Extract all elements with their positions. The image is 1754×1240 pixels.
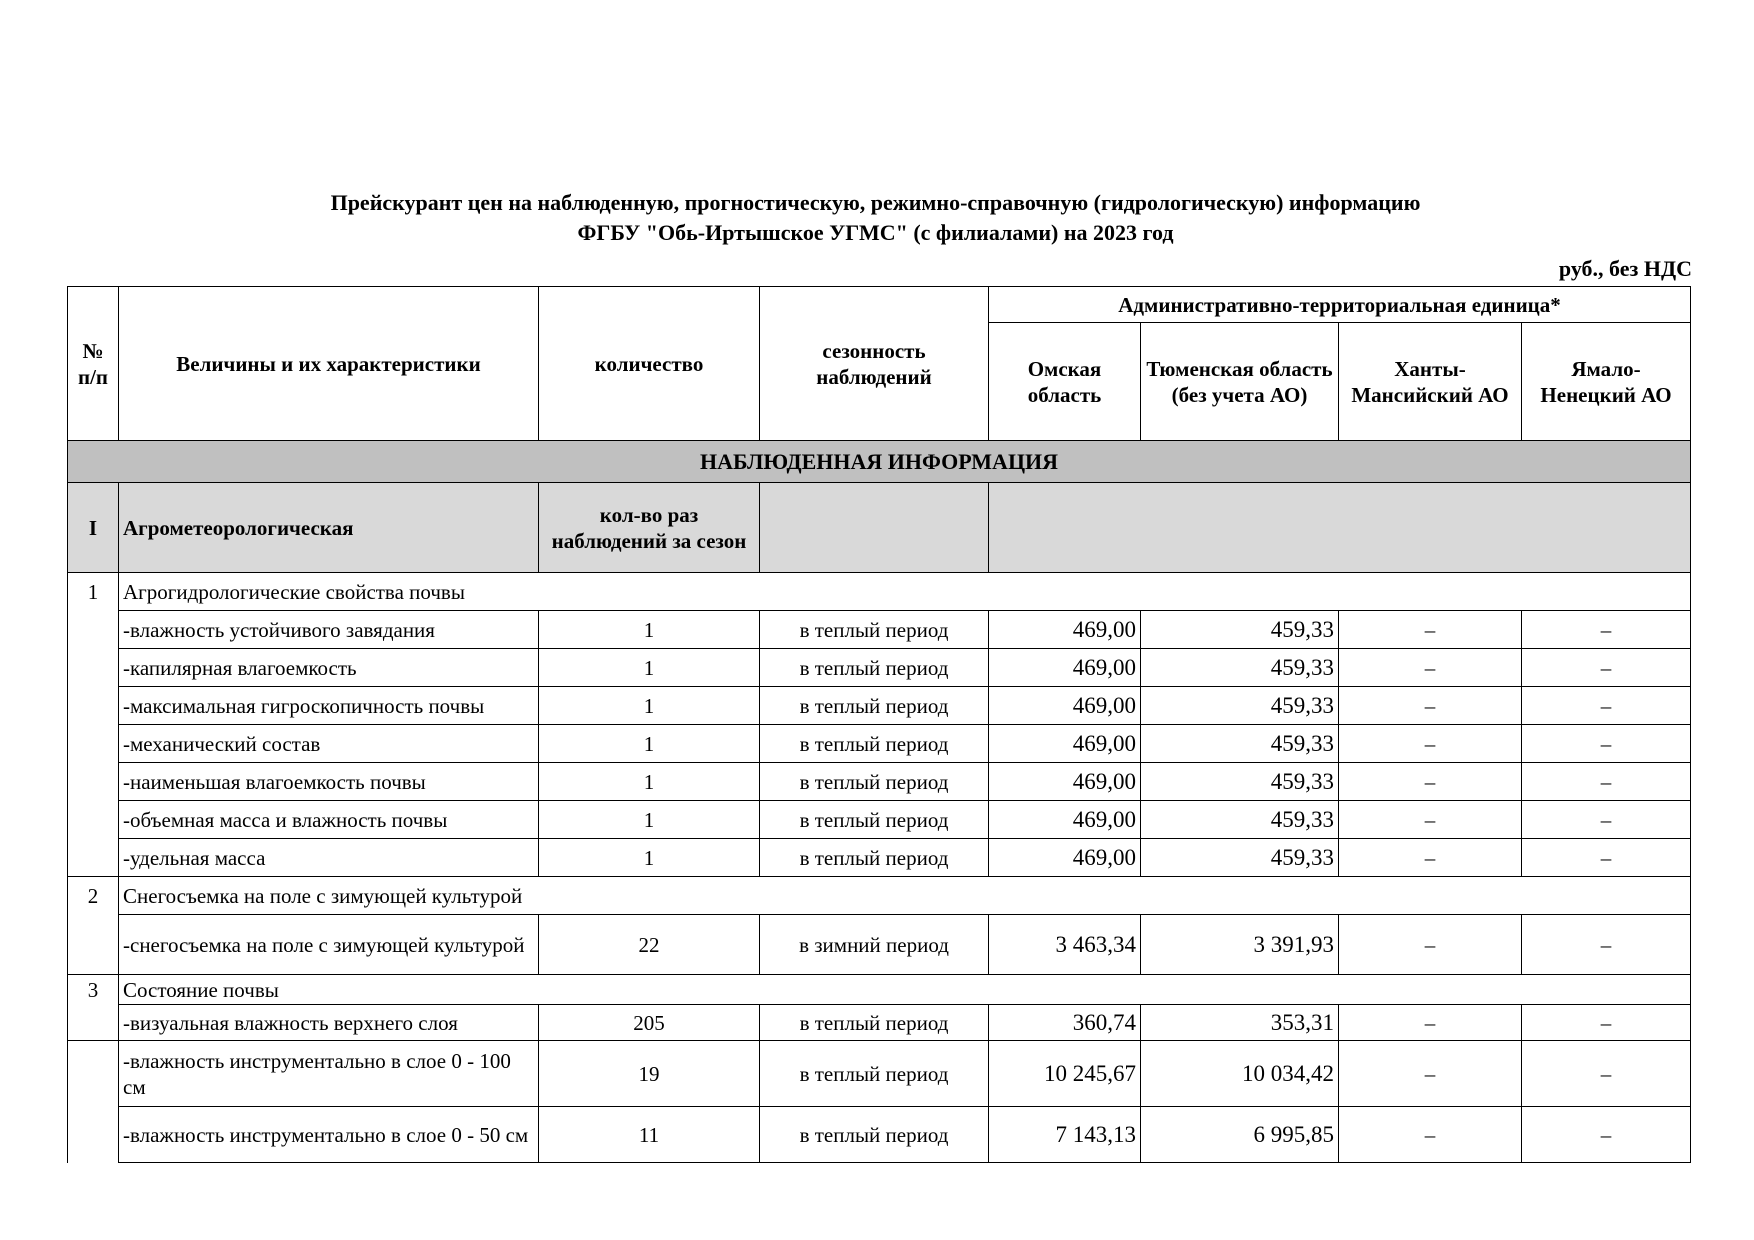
row-price-ynao: – xyxy=(1522,915,1691,975)
row-season: в теплый период xyxy=(760,611,989,649)
group-qty-header: кол-во раз наблюдений за сезон xyxy=(539,483,760,573)
row-season: в теплый период xyxy=(760,1107,989,1163)
row-price-hmao: – xyxy=(1339,763,1522,801)
row-qty: 1 xyxy=(539,763,760,801)
table-row xyxy=(68,611,1691,649)
row-price-hmao: – xyxy=(1339,839,1522,877)
row-price-omsk: 469,00 xyxy=(989,611,1141,649)
row-name: -наименьшая влагоемкость почвы xyxy=(119,763,539,801)
row-qty: 1 xyxy=(539,649,760,687)
row-price-omsk: 10 245,67 xyxy=(989,1041,1141,1107)
table-row xyxy=(68,801,1691,839)
row-price-omsk: 3 463,34 xyxy=(989,915,1141,975)
row-price-omsk: 469,00 xyxy=(989,763,1141,801)
units-note: руб., без НДС xyxy=(1558,256,1692,281)
group-season-empty xyxy=(760,483,989,573)
row-qty: 205 xyxy=(539,1005,760,1041)
row-price-tyumen: 459,33 xyxy=(1141,801,1339,839)
group-name: Агрометеорологическая xyxy=(119,483,539,573)
row-price-ynao: – xyxy=(1522,1041,1691,1107)
row-num-empty xyxy=(68,839,119,877)
row-price-tyumen: 459,33 xyxy=(1141,687,1339,725)
row-num-empty xyxy=(68,611,119,649)
row-qty: 19 xyxy=(539,1041,760,1107)
row-price-omsk: 469,00 xyxy=(989,649,1141,687)
row-price-hmao: – xyxy=(1339,915,1522,975)
table-row xyxy=(68,649,1691,687)
row-price-ynao: – xyxy=(1522,839,1691,877)
row-price-hmao: – xyxy=(1339,1107,1522,1163)
row-price-ynao: – xyxy=(1522,763,1691,801)
row-season: в теплый период xyxy=(760,687,989,725)
row-price-ynao: – xyxy=(1522,1005,1691,1041)
subgroup-row xyxy=(68,573,1691,611)
row-price-omsk: 360,74 xyxy=(989,1005,1141,1041)
row-price-hmao: – xyxy=(1339,649,1522,687)
row-num-empty xyxy=(68,1005,119,1041)
row-price-omsk: 469,00 xyxy=(989,801,1141,839)
row-num-empty xyxy=(68,1041,119,1107)
row-num-empty xyxy=(68,1107,119,1163)
row-price-omsk: 469,00 xyxy=(989,839,1141,877)
row-price-ynao: – xyxy=(1522,725,1691,763)
row-price-hmao: – xyxy=(1339,1005,1522,1041)
subgroup-num: 3 xyxy=(68,975,119,1005)
subgroup-name: Снегосъемка на поле с зимующей культурой xyxy=(119,877,1691,915)
subgroup-name: Состояние почвы xyxy=(119,975,1691,1005)
table-row xyxy=(68,915,1691,975)
row-name: -визуальная влажность верхнего слоя xyxy=(119,1005,539,1041)
row-price-hmao: – xyxy=(1339,687,1522,725)
row-price-ynao: – xyxy=(1522,801,1691,839)
row-qty: 1 xyxy=(539,611,760,649)
row-name: -влажность устойчивого завядания xyxy=(119,611,539,649)
row-price-tyumen: 459,33 xyxy=(1141,763,1339,801)
subgroup-num: 1 xyxy=(68,573,119,611)
row-name: -влажность инструментально в слое 0 - 100 см xyxy=(119,1041,539,1107)
row-price-tyumen: 459,33 xyxy=(1141,839,1339,877)
row-price-omsk: 469,00 xyxy=(989,687,1141,725)
row-price-ynao: – xyxy=(1522,611,1691,649)
row-num-empty xyxy=(68,649,119,687)
table-row xyxy=(68,763,1691,801)
row-qty: 1 xyxy=(539,839,760,877)
row-name: -механический состав xyxy=(119,725,539,763)
row-season: в зимний период xyxy=(760,915,989,975)
row-num-empty xyxy=(68,801,119,839)
table-row xyxy=(68,725,1691,763)
subgroup-row xyxy=(68,877,1691,915)
row-qty: 1 xyxy=(539,801,760,839)
row-name: -удельная масса xyxy=(119,839,539,877)
row-qty: 1 xyxy=(539,687,760,725)
title-line-1: Прейскурант цен на наблюденную, прогностическую, режимно-справочную (гидрологическую) информацию xyxy=(330,190,1421,215)
price-table xyxy=(67,286,1691,1163)
row-name: -объемная масса и влажность почвы xyxy=(119,801,539,839)
row-price-ynao: – xyxy=(1522,687,1691,725)
header-admin-unit: Административно-территориальная единица* xyxy=(989,287,1691,323)
row-season: в теплый период xyxy=(760,763,989,801)
table-row xyxy=(68,1005,1691,1041)
header-region-ynao: Ямало-Ненецкий АО xyxy=(1522,323,1691,441)
group-num: I xyxy=(68,483,119,573)
header-name: Величины и их характеристики xyxy=(119,287,539,441)
row-num-empty xyxy=(68,915,119,975)
title-line-2: ФГБУ "Обь-Иртышское УГМС" (с филиалами) на 2023 год xyxy=(577,220,1174,245)
row-qty: 22 xyxy=(539,915,760,975)
row-price-tyumen: 353,31 xyxy=(1141,1005,1339,1041)
subgroup-name: Агрогидрологические свойства почвы xyxy=(119,573,1691,611)
subgroup-row xyxy=(68,975,1691,1005)
group-regions-empty xyxy=(989,483,1691,573)
row-season: в теплый период xyxy=(760,1041,989,1107)
header-season: сезонность наблюдений xyxy=(760,287,989,441)
section-title: НАБЛЮДЕННАЯ ИНФОРМАЦИЯ xyxy=(68,441,1691,483)
row-price-ynao: – xyxy=(1522,1107,1691,1163)
row-season: в теплый период xyxy=(760,649,989,687)
row-price-tyumen: 459,33 xyxy=(1141,649,1339,687)
document-title xyxy=(0,188,1754,248)
row-price-tyumen: 459,33 xyxy=(1141,611,1339,649)
row-num-empty xyxy=(68,725,119,763)
row-season: в теплый период xyxy=(760,801,989,839)
table-row xyxy=(68,1107,1691,1163)
row-price-tyumen: 6 995,85 xyxy=(1141,1107,1339,1163)
row-price-omsk: 469,00 xyxy=(989,725,1141,763)
header-qty: количество xyxy=(539,287,760,441)
row-name: -влажность инструментально в слое 0 - 50 см xyxy=(119,1107,539,1163)
row-price-tyumen: 459,33 xyxy=(1141,725,1339,763)
table-row xyxy=(68,1041,1691,1107)
table-row xyxy=(68,687,1691,725)
row-season: в теплый период xyxy=(760,839,989,877)
subgroup-num: 2 xyxy=(68,877,119,915)
row-price-omsk: 7 143,13 xyxy=(989,1107,1141,1163)
row-qty: 11 xyxy=(539,1107,760,1163)
row-price-hmao: – xyxy=(1339,725,1522,763)
header-region-hmao: Ханты-Мансийский АО xyxy=(1339,323,1522,441)
row-season: в теплый период xyxy=(760,725,989,763)
header-num: № п/п xyxy=(68,287,119,441)
row-num-empty xyxy=(68,763,119,801)
row-price-hmao: – xyxy=(1339,611,1522,649)
header-region-omsk: Омская область xyxy=(989,323,1141,441)
header-region-tyumen: Тюменская область (без учета АО) xyxy=(1141,323,1339,441)
row-name: -капилярная влагоемкость xyxy=(119,649,539,687)
row-price-tyumen: 3 391,93 xyxy=(1141,915,1339,975)
row-name: -максимальная гигроскопичность почвы xyxy=(119,687,539,725)
row-price-hmao: – xyxy=(1339,801,1522,839)
row-season: в теплый период xyxy=(760,1005,989,1041)
row-name: -снегосъемка на поле с зимующей культурой xyxy=(119,915,539,975)
row-price-tyumen: 10 034,42 xyxy=(1141,1041,1339,1107)
row-price-hmao: – xyxy=(1339,1041,1522,1107)
row-num-empty xyxy=(68,687,119,725)
row-qty: 1 xyxy=(539,725,760,763)
row-price-ynao: – xyxy=(1522,649,1691,687)
table-row xyxy=(68,839,1691,877)
